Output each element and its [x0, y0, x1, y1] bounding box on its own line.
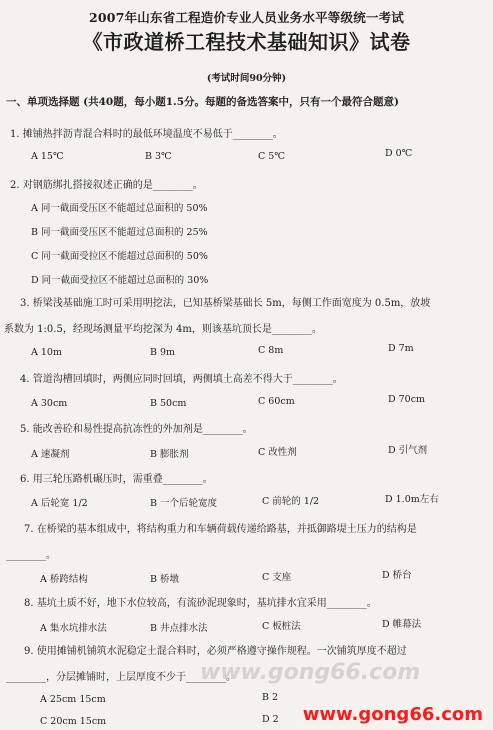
- q7-option-b: B 桥墩: [150, 574, 180, 585]
- exam-time: (考试时间90分钟): [206, 73, 287, 84]
- q6-option-a: A 后轮宽 1/2: [31, 498, 88, 509]
- q7-option-c: C 支座: [262, 572, 292, 583]
- q5-option-a: A 速凝剂: [31, 449, 70, 460]
- q5-option-b: B 膨胀剂: [150, 449, 189, 460]
- exam-title: 《市政道桥工程技术基础知识》试卷: [82, 30, 411, 54]
- q3-option-d: D 7m: [388, 343, 414, 354]
- q5-option-d: D 引气剂: [388, 445, 428, 456]
- q6-option-d: D 1.0m左右: [385, 494, 439, 505]
- q2-option-b: B 同一截面受压区不能超过总面积的 25%: [31, 227, 208, 238]
- q9-option-b: B 2: [262, 692, 279, 703]
- q2-option-a: A 同一截面受压区不能超过总面积的 50%: [31, 203, 208, 214]
- watermark-text: www.gong66.com: [200, 660, 421, 685]
- q7-option-d: D 桥台: [382, 570, 412, 581]
- q3-option-c: C 8m: [258, 345, 284, 356]
- q3-option-a: A 10m: [31, 347, 62, 358]
- question-1-stem: 1. 摊铺热拌沥青混合料时的最低环境温度不易低于________。: [10, 129, 283, 140]
- site-url-label: www.gong66.com: [302, 704, 483, 725]
- q1-option-c: C 5℃: [258, 151, 285, 162]
- q1-option-a: A 15℃: [31, 151, 64, 162]
- q4-option-d: D 70cm: [388, 394, 426, 405]
- question-8-stem: 8. 基坑土质不好，地下水位较高，有流砂泥现象时，基坑排水宜采用________。: [24, 598, 377, 609]
- question-9-stem-line2: ________，分层摊铺时，上层厚度不少于________。: [6, 672, 236, 683]
- q7-option-a: A 桥跨结构: [40, 574, 88, 585]
- q9-option-d: D 2: [262, 714, 279, 725]
- q4-option-b: B 50cm: [150, 398, 187, 409]
- q6-option-b: B 一个后轮宽度: [150, 498, 218, 509]
- q2-option-c: C 同一截面受拉区不能超过总面积的 50%: [31, 251, 208, 262]
- q8-option-b: B 井点排水法: [150, 623, 208, 634]
- q6-option-c: C 前轮的 1/2: [262, 496, 320, 507]
- section-heading: 一、单项选择题 (共40题，每小题1.5分。每题的备选答案中，只有一个最符合题意): [6, 96, 399, 108]
- question-6-stem: 6. 用三轮压路机碾压时，需重叠________。: [20, 474, 213, 485]
- q9-option-a: A 25cm 15cm: [40, 694, 106, 705]
- question-7-blank: ________。: [6, 550, 56, 561]
- q1-option-b: B 3℃: [145, 151, 172, 162]
- q4-option-a: A 30cm: [31, 398, 68, 409]
- question-9-stem-line1: 9. 使用摊铺机铺筑水泥稳定土混合料时，必须严格遵守操作规程。一次铺筑厚度不超过: [24, 646, 407, 657]
- question-4-stem: 4. 管道沟槽回填时，两侧应同时回填，两侧填土高差不得大于________。: [20, 374, 343, 385]
- q4-option-c: C 60cm: [258, 396, 295, 407]
- q3-option-b: B 9m: [150, 347, 176, 358]
- exam-header-line: 2007年山东省工程造价专业人员业务水平等级统一考试: [89, 10, 404, 25]
- question-3-stem-line2: 系数为 1:0.5，经现场测量平均挖深为 4m，则该基坑顶长是________。: [4, 324, 322, 335]
- question-3-stem-line1: 3. 桥梁浅基础施工时可采用明挖法，已知基桥梁基础长 5m，每侧工作面宽度为 0.5m，放坡: [20, 298, 431, 309]
- q5-option-c: C 改性剂: [258, 447, 297, 458]
- q8-option-a: A 集水坑排水法: [40, 623, 107, 634]
- q2-option-d: D 同一截面受拉区不能超过总面积的 30%: [31, 275, 209, 286]
- question-5-stem: 5. 能改善砼和易性提高抗冻性的外加剂是________。: [20, 424, 253, 435]
- q8-option-c: C 板桩法: [262, 621, 301, 632]
- q9-option-c: C 20cm 15cm: [40, 716, 107, 727]
- q1-option-d: D 0℃: [385, 148, 413, 159]
- question-2-stem: 2. 对钢筋绑扎搭接叙述正确的是________。: [10, 180, 203, 191]
- question-7-stem: 7. 在桥梁的基本组成中，将结构重力和车辆荷载传递给路基，并抵御路堤土压力的结构是: [24, 524, 417, 535]
- q8-option-d: D 帷幕法: [382, 619, 422, 630]
